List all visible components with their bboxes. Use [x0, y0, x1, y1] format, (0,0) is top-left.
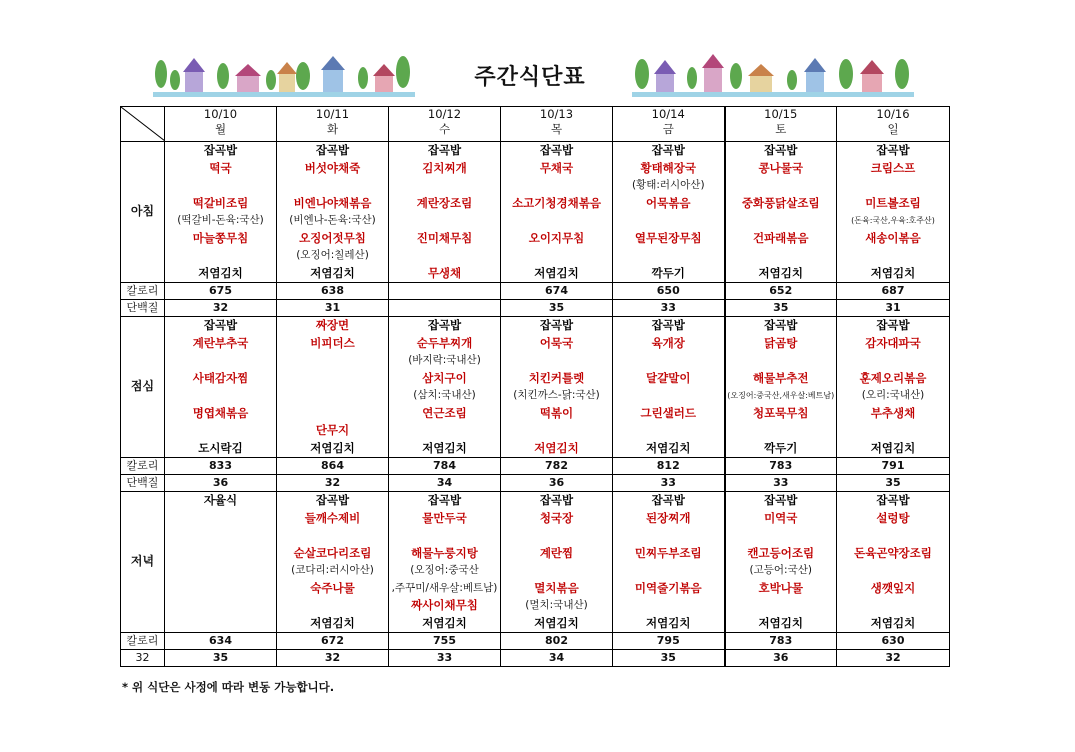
day-header: [613, 107, 725, 142]
menu-item: 잡곡밥: [539, 493, 574, 507]
menu-item: [837, 562, 949, 580]
village-illustration-right: [632, 52, 914, 100]
menu-item: 미역줄기볶음: [634, 580, 702, 595]
menu-item: 저염김치: [422, 440, 467, 455]
menu-item: [613, 352, 724, 370]
menu-item: 그린샐러드: [640, 405, 697, 420]
day-date: 10/10: [203, 107, 238, 121]
menu-item: 저염김치: [646, 615, 691, 630]
day-weekday: 화: [326, 122, 339, 136]
menu-item: 청포묵무침: [752, 405, 809, 420]
menu-item: 계란부추국: [192, 335, 249, 350]
menu-item: [837, 247, 949, 265]
menu-item: [165, 247, 276, 265]
calorie-value: 674: [501, 283, 613, 300]
menu-item: [726, 422, 837, 440]
menu-item: [165, 597, 276, 615]
menu-item: 계란찜: [539, 545, 574, 560]
menu-item: 저염김치: [758, 265, 803, 280]
menu-cell: [501, 492, 613, 633]
menu-item: [837, 597, 949, 615]
day-header: [277, 107, 389, 142]
menu-item: [165, 510, 276, 528]
menu-item: [165, 422, 276, 440]
menu-item: 깍두기: [764, 440, 798, 455]
protein-value: 35: [613, 650, 725, 667]
protein-value: 36: [725, 650, 837, 667]
village-illustration-left: [153, 52, 415, 100]
menu-item: 잡곡밥: [427, 493, 462, 507]
menu-item: 잡곡밥: [315, 493, 350, 507]
stat-label: 칼로리: [121, 633, 165, 650]
menu-item: 생깻잎지: [870, 580, 916, 595]
menu-item: [613, 247, 724, 265]
protein-value: 34: [501, 650, 613, 667]
menu-item: 멸치볶음: [534, 580, 579, 595]
protein-value: 33: [389, 650, 501, 667]
menu-cell: [277, 142, 389, 283]
calorie-value: 782: [501, 458, 613, 475]
stat-label: 32: [121, 650, 165, 667]
menu-item: 사태감자찜: [192, 370, 249, 385]
menu-item: [837, 352, 949, 370]
menu-item: 떡갈비조림: [192, 195, 249, 210]
day-date: 10/13: [539, 107, 574, 121]
calorie-value: 864: [277, 458, 389, 475]
calorie-value: 650: [613, 283, 725, 300]
menu-item: (고등어:국산): [749, 564, 812, 576]
menu-item: (오리:국내산): [861, 389, 925, 401]
menu-item: 잡곡밥: [876, 143, 910, 157]
day-weekday: 일: [887, 122, 899, 136]
menu-item: [837, 177, 949, 195]
footer-note: * 위 식단은 사정에 따라 변동 가능합니다.: [122, 680, 335, 694]
calorie-value: 638: [277, 283, 389, 300]
protein-value: 33: [725, 475, 837, 492]
menu-item: [165, 615, 276, 633]
menu-item: 짜사이채무침: [411, 598, 478, 612]
menu-item: [613, 527, 724, 545]
menu-item: 저염김치: [534, 440, 579, 455]
menu-item: [501, 527, 612, 545]
menu-item: (삼치:국내산): [413, 389, 476, 401]
menu-item: [165, 545, 276, 563]
menu-item: 저염김치: [534, 615, 579, 630]
menu-item: 잡곡밥: [876, 318, 910, 332]
menu-item: [501, 562, 612, 580]
calorie-value: 833: [165, 458, 277, 475]
calorie-value: [389, 283, 501, 300]
menu-item: (돈육:국산,우육:호주산): [851, 216, 935, 225]
day-date: 10/12: [427, 107, 462, 121]
protein-value: 33: [613, 475, 725, 492]
menu-item: (비엔나-돈육:국산): [289, 214, 376, 226]
menu-item: [501, 422, 612, 440]
menu-item: [277, 405, 388, 423]
menu-item: (오징어:칠레산): [296, 249, 369, 261]
menu-item: [501, 352, 612, 370]
menu-item: 콩나물국: [758, 160, 803, 175]
menu-item: [613, 597, 724, 615]
calorie-value: 687: [837, 283, 950, 300]
calorie-value: 652: [725, 283, 837, 300]
menu-item: 해물누룽지탕: [411, 545, 478, 560]
menu-item: [501, 247, 612, 265]
day-weekday: 목: [550, 122, 563, 136]
page-title: 주간식단표: [474, 65, 586, 90]
calorie-value: 755: [389, 633, 501, 650]
day-header: [725, 107, 837, 142]
calorie-value: 783: [725, 458, 837, 475]
menu-item: 부추생채: [870, 405, 916, 420]
menu-cell: [613, 317, 725, 458]
menu-item: (멸치:국내산): [525, 599, 588, 611]
day-date: 10/16: [876, 107, 910, 121]
menu-item: 저염김치: [310, 440, 355, 455]
menu-cell: [725, 317, 837, 458]
corner-diagonal-cell: [121, 107, 165, 142]
menu-item: 잡곡밥: [876, 493, 910, 507]
menu-item: 버섯야채죽: [304, 160, 361, 175]
menu-item: 저염김치: [870, 615, 916, 630]
menu-item: 순두부찌개: [416, 335, 473, 350]
menu-item: 된장찌개: [646, 510, 691, 525]
menu-item: [277, 527, 388, 545]
menu-item: [277, 370, 388, 388]
menu-item: 잡곡밥: [764, 143, 798, 157]
menu-item: 어묵국: [539, 335, 574, 350]
menu-item: (오징어:중국산: [410, 564, 479, 576]
menu-item: [501, 212, 612, 230]
menu-item: [389, 212, 500, 230]
menu-item: 숙주나물: [310, 580, 355, 595]
menu-item: (떡갈비-돈육:국산): [177, 214, 264, 226]
menu-item: [389, 247, 500, 265]
menu-cell: [277, 317, 389, 458]
menu-item: [165, 580, 276, 598]
menu-item: [726, 352, 837, 370]
menu-item: [277, 352, 388, 370]
calorie-value: 802: [501, 633, 613, 650]
menu-item: 크림스프: [870, 160, 916, 175]
menu-item: 마늘쫑무침: [192, 230, 249, 245]
stat-label: 칼로리: [121, 458, 165, 475]
day-date: 10/14: [651, 107, 685, 121]
menu-item: 도시락김: [198, 440, 243, 455]
menu-item: 잡곡밥: [539, 318, 574, 332]
calorie-value: 634: [165, 633, 277, 650]
menu-cell: [613, 142, 725, 283]
protein-value: 36: [501, 475, 613, 492]
menu-item: 호박나물: [758, 580, 803, 595]
menu-item: 저염김치: [646, 440, 691, 455]
menu-item: [165, 562, 276, 580]
menu-cell: [837, 492, 950, 633]
menu-item: [613, 212, 724, 230]
menu-item: 오징어젓무침: [299, 230, 366, 245]
menu-item: 깍두기: [651, 265, 685, 280]
menu-item: [277, 597, 388, 615]
menu-item: 명엽채볶음: [192, 405, 249, 420]
menu-item: [613, 562, 724, 580]
menu-item: [726, 597, 837, 615]
menu-item: 열무된장무침: [634, 230, 702, 245]
menu-item: 저염김치: [870, 440, 916, 455]
menu-item: [726, 247, 837, 265]
menu-item: [389, 422, 500, 440]
calorie-value: 784: [389, 458, 501, 475]
menu-item: 미역국: [764, 510, 798, 525]
menu-item: 민찌두부조림: [634, 545, 702, 560]
menu-cell: [837, 317, 950, 458]
menu-item: [389, 527, 500, 545]
menu-item: 저염김치: [870, 265, 916, 280]
day-date: 10/11: [315, 107, 350, 121]
menu-item: (황태:러시아산): [631, 179, 705, 191]
menu-item: [165, 527, 276, 545]
protein-value: 32: [165, 300, 277, 317]
menu-item: [726, 177, 837, 195]
menu-item: 잡곡밥: [427, 143, 462, 157]
protein-value: 35: [165, 650, 277, 667]
menu-cell: [389, 142, 501, 283]
day-header: [501, 107, 613, 142]
menu-cell: [165, 142, 277, 283]
menu-item: 잡곡밥: [651, 493, 685, 507]
meal-label: 점심: [121, 317, 165, 458]
protein-value: 34: [389, 475, 501, 492]
menu-item: (코다리:러시아산): [291, 564, 374, 576]
menu-item: 저염김치: [310, 265, 355, 280]
calorie-value: 783: [725, 633, 837, 650]
menu-item: [165, 352, 276, 370]
menu-item: 진미채무침: [416, 230, 473, 245]
menu-item: 김치찌개: [422, 160, 467, 175]
menu-item: 건파래볶음: [752, 230, 809, 245]
calorie-value: 675: [165, 283, 277, 300]
day-header: [837, 107, 950, 142]
menu-item: 비피더스: [310, 335, 355, 350]
menu-item: [165, 387, 276, 405]
menu-item: 황태해장국: [640, 160, 697, 175]
menu-item: 캔고등어조림: [747, 545, 815, 560]
menu-item: 설렁탕: [876, 510, 910, 525]
day-weekday: 금: [662, 122, 674, 136]
day-date: 10/15: [764, 107, 798, 121]
menu-item: 잡곡밥: [651, 143, 685, 157]
menu-item: [726, 527, 837, 545]
protein-value: 31: [837, 300, 950, 317]
menu-item: 잡곡밥: [764, 318, 798, 332]
calorie-value: 630: [837, 633, 950, 650]
menu-cell: [165, 492, 277, 633]
menu-item: 잡곡밥: [315, 143, 350, 157]
menu-item: 짜장면: [315, 318, 350, 332]
menu-item: 삼치구이: [422, 370, 467, 385]
menu-item: [501, 177, 612, 195]
menu-item: 잡곡밥: [764, 493, 798, 507]
menu-item: ,주꾸미/새우살:베트남): [391, 581, 498, 594]
menu-item: 계란장조림: [416, 195, 473, 210]
day-weekday: 토: [775, 122, 787, 136]
menu-item: 무생채: [427, 265, 462, 280]
menu-item: 단무지: [315, 423, 350, 437]
calorie-value: 672: [277, 633, 389, 650]
menu-item: 미트볼조림: [865, 195, 921, 210]
menu-item: (치킨까스-닭:국산): [513, 389, 600, 401]
menu-item: 순살코다리조림: [293, 545, 372, 560]
day-header: [389, 107, 501, 142]
menu-item: [277, 387, 388, 405]
menu-item: [726, 212, 837, 230]
menu-item: 잡곡밥: [651, 318, 685, 332]
menu-item: 청국장: [539, 510, 574, 525]
menu-item: 저염김치: [198, 265, 243, 280]
menu-item: 중화풍닭살조림: [741, 195, 820, 210]
menu-item: 들깨수제비: [304, 510, 361, 525]
stat-label: 단백질: [121, 475, 165, 492]
menu-item: 자율식: [203, 493, 238, 507]
day-header: [165, 107, 277, 142]
menu-item: 저염김치: [422, 615, 467, 630]
menu-item: [837, 527, 949, 545]
menu-item: 닭곰탕: [764, 335, 798, 350]
menu-cell: [389, 492, 501, 633]
menu-item: 해물부추전: [752, 370, 809, 385]
weekly-menu-table: [120, 106, 950, 667]
menu-item: 잡곡밥: [203, 318, 238, 332]
menu-item: 저염김치: [758, 615, 803, 630]
menu-cell: [277, 492, 389, 633]
stat-label: 칼로리: [121, 283, 165, 300]
menu-item: 훈제오리볶음: [859, 370, 927, 385]
protein-value: 36: [165, 475, 277, 492]
protein-value: 32: [277, 475, 389, 492]
protein-value: [389, 300, 501, 317]
menu-item: 감자대파국: [865, 335, 921, 350]
meal-label: 아침: [121, 142, 165, 283]
menu-item: 돈육곤약장조림: [854, 545, 932, 560]
menu-item: 잡곡밥: [539, 143, 574, 157]
menu-item: 떡국: [209, 160, 232, 175]
day-weekday: 월: [214, 122, 227, 136]
day-weekday: 수: [438, 122, 451, 136]
menu-item: 소고기청경채볶음: [512, 195, 601, 210]
protein-value: 32: [277, 650, 389, 667]
calorie-value: 795: [613, 633, 725, 650]
stat-label: 단백질: [121, 300, 165, 317]
menu-item: 떡볶이: [539, 405, 574, 420]
meal-label: 저녁: [121, 492, 165, 633]
menu-item: 무채국: [539, 160, 574, 175]
menu-item: [165, 177, 276, 195]
menu-item: 물만두국: [422, 510, 467, 525]
menu-item: 달걀말이: [646, 370, 691, 385]
menu-cell: [837, 142, 950, 283]
menu-item: 어묵볶음: [646, 195, 691, 210]
menu-item: 치킨커틀렛: [528, 370, 585, 385]
menu-cell: [165, 317, 277, 458]
menu-item: 잡곡밥: [427, 318, 462, 332]
menu-item: 연근조림: [422, 405, 467, 420]
menu-cell: [613, 492, 725, 633]
menu-cell: [725, 492, 837, 633]
protein-value: 35: [837, 475, 950, 492]
calorie-value: 791: [837, 458, 950, 475]
menu-item: 새송이볶음: [865, 230, 921, 245]
menu-item: 오이지무침: [528, 230, 585, 245]
protein-value: 35: [725, 300, 837, 317]
protein-value: 31: [277, 300, 389, 317]
menu-item: [613, 422, 724, 440]
menu-item: 저염김치: [534, 265, 579, 280]
menu-item: 비엔나야채볶음: [293, 195, 372, 210]
protein-value: 35: [501, 300, 613, 317]
menu-item: (오징어:중국산,새우살:베트남): [727, 391, 835, 400]
protein-value: 32: [837, 650, 950, 667]
protein-value: 33: [613, 300, 725, 317]
menu-item: 저염김치: [310, 615, 355, 630]
menu-cell: [389, 317, 501, 458]
menu-item: [613, 387, 724, 405]
menu-cell: [501, 317, 613, 458]
menu-cell: [501, 142, 613, 283]
menu-item: 잡곡밥: [203, 143, 238, 157]
menu-item: 육개장: [651, 335, 685, 350]
menu-cell: [725, 142, 837, 283]
menu-item: [837, 422, 949, 440]
menu-item: [277, 177, 388, 195]
calorie-value: 812: [613, 458, 725, 475]
menu-item: [389, 177, 500, 195]
menu-item: (바지락:국내산): [408, 354, 481, 366]
